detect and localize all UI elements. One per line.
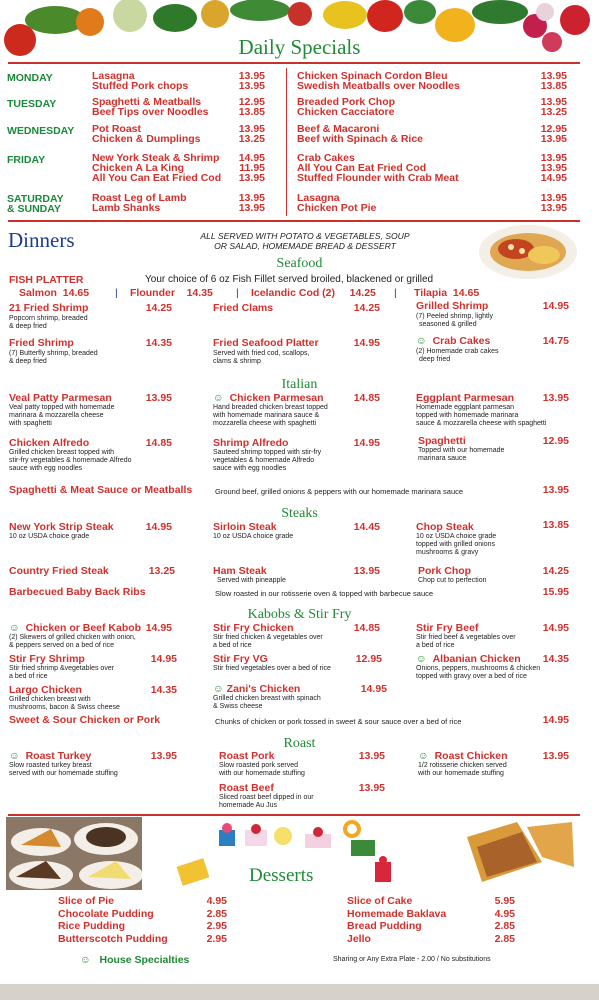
- item-description: (7) Peeled shrimp, lightly: [416, 313, 494, 320]
- item-description: Topped with our homemade: [418, 447, 505, 454]
- dish-name: Chicken Pot Pie: [297, 202, 377, 214]
- fish-option-price: 14.25: [349, 287, 376, 299]
- menu-item-chicken-beef-kabob: [9, 623, 141, 650]
- dessert-price: 2.95: [206, 932, 227, 945]
- item-description: sauce with egg noodles: [9, 465, 83, 472]
- item-name-text: Albanian Chicken: [432, 653, 521, 665]
- item-name-text: Zani's Chicken: [226, 683, 301, 695]
- section-title-italian: Italian: [281, 377, 318, 392]
- item-description: topped with homemade marinara: [416, 412, 519, 419]
- dish-name: Chicken A La King: [92, 162, 184, 174]
- menu-item-chicken-alfredo: [9, 438, 132, 473]
- item-price: 14.35: [542, 653, 569, 665]
- item-description: Hand breaded chicken breast topped: [213, 404, 328, 411]
- item-description: topped with gravy over a bed of rice: [416, 673, 527, 680]
- dish-name: Breaded Pork Chop: [297, 96, 396, 108]
- dessert-name: Chocolate Pudding: [58, 907, 154, 920]
- item-name: Fried Shrimp: [9, 337, 74, 349]
- menu-item-fried-shrimp: [9, 338, 98, 366]
- smiley-icon: ☺: [9, 622, 20, 634]
- dessert-name: Rice Pudding: [58, 920, 126, 932]
- dessert-name: Butterscotch Pudding: [58, 932, 168, 945]
- menu-item-ham-steak: [213, 566, 286, 585]
- day-name: FRIDAY: [7, 154, 46, 166]
- item-name: Sweet & Sour Chicken or Pork: [9, 714, 161, 726]
- item-price: 13.95: [542, 750, 569, 762]
- item-name: New York Strip Steak: [9, 521, 114, 533]
- item-name: Stir Fry Chicken: [213, 622, 294, 634]
- item-name: Chop Steak: [416, 521, 474, 533]
- smiley-icon: ☺: [416, 653, 427, 665]
- item-price: 14.35: [145, 337, 172, 349]
- menu-item-stir-fry-beef: [416, 623, 516, 650]
- section-title-kabobs: Kabobs & Stir Fry: [247, 607, 352, 622]
- sharing-note: Sharing or Any Extra Plate - 2.00 / No substitutions: [333, 956, 491, 963]
- dish-name: Pot Roast: [92, 123, 142, 135]
- item-name: 21 Fried Shrimp: [9, 302, 89, 314]
- item-description: Stir fried vegetables over a bed of rice: [213, 665, 331, 672]
- item-price: 14.95: [360, 683, 387, 695]
- dish-price: 13.95: [238, 192, 265, 204]
- dessert-price: 2.85: [494, 932, 515, 945]
- item-description: & deep fried: [9, 323, 47, 330]
- fish-option-price: 14.35: [186, 287, 213, 299]
- menu-item-chop-steak: [416, 522, 496, 557]
- item-name: Sirloin Steak: [213, 521, 277, 533]
- item-description: Slow roasted in our rotisserie oven & topped with barbecue sauce: [215, 589, 434, 598]
- item-description: & Swiss cheese: [213, 703, 263, 710]
- fish-option-price: 14.65: [452, 287, 480, 299]
- dish-name: Chicken Spinach Cordon Bleu: [297, 70, 448, 82]
- item-price: 14.45: [353, 521, 380, 533]
- dish-price: 13.95: [540, 202, 567, 214]
- item-description: Served with fried cod, scallops,: [213, 350, 310, 357]
- dish-name: Crab Cakes: [297, 152, 355, 164]
- day-name: SATURDAY: [7, 193, 64, 205]
- item-price: 14.95: [353, 437, 380, 449]
- dish-price: 14.95: [540, 172, 567, 184]
- item-description: clams & shrimp: [213, 358, 261, 365]
- dish-price: 13.95: [238, 80, 265, 92]
- item-description: Grilled chicken breast topped with: [9, 449, 115, 456]
- item-description: with our homemade stuffing: [219, 770, 305, 777]
- dish-price: 14.95: [238, 152, 265, 164]
- menu-item-roast-pork: [219, 751, 305, 778]
- item-description: Popcorn shrimp, breaded: [9, 315, 88, 322]
- fish-option-name: Salmon: [19, 287, 57, 299]
- item-description: deep fried: [419, 356, 451, 363]
- item-price: 13.85: [542, 519, 569, 531]
- item-name: Spaghetti & Meat Sauce or Meatballs: [9, 484, 193, 496]
- item-price: 14.85: [145, 437, 172, 449]
- dinners-title: Dinners: [8, 228, 75, 252]
- item-description: Onions, peppers, mushrooms & chicken: [416, 665, 541, 672]
- fish-option-name: Icelandic Cod (2): [251, 287, 336, 299]
- item-price: 12.95: [542, 435, 569, 447]
- item-description: homemade Au Jus: [219, 802, 277, 809]
- item-description: mushrooms, bacon & Swiss cheese: [9, 704, 120, 711]
- dessert-price: 4.95: [206, 895, 227, 907]
- section-title-steaks: Steaks: [281, 506, 318, 521]
- item-description: Sliced roast beef dipped in our: [219, 794, 314, 801]
- item-price: 15.95: [542, 586, 569, 598]
- item-description: Grilled chicken breast with: [9, 696, 91, 703]
- menu-item-bbq-ribs: [9, 587, 146, 598]
- divider: |: [115, 287, 118, 299]
- item-price: 14.95: [145, 622, 172, 634]
- item-description: mushrooms & gravy: [416, 549, 479, 556]
- item-description: Ground beef, grilled onions & peppers with our homemade marinara sauce: [215, 487, 464, 496]
- item-name: Fried Clams: [213, 302, 274, 314]
- item-price: 14.25: [542, 565, 569, 577]
- item-description: (7) Butterfly shrimp, breaded: [9, 350, 98, 357]
- item-description: (2) Skewers of grilled chicken with onion,: [9, 634, 136, 641]
- divider: [8, 62, 580, 64]
- dish-name: Spaghetti & Meatballs: [92, 96, 202, 108]
- served-line: OR SALAD, HOMEMADE BREAD & DESSERT: [214, 241, 396, 251]
- item-description: with homemade marinara sauce &: [213, 412, 320, 419]
- dish-name: Stuffed Flounder with Crab Meat: [297, 172, 459, 184]
- item-name: [213, 684, 321, 695]
- menu-item-spaghetti-meat-sauce: [9, 485, 192, 496]
- menu-item-spaghetti: [418, 436, 504, 463]
- fish-option-name: Tilapia: [414, 287, 448, 299]
- fish-option: [130, 287, 213, 299]
- baklava-photo: [462, 817, 576, 890]
- item-description: Chop cut to perfection: [418, 577, 487, 584]
- item-name: [213, 393, 328, 404]
- item-description: seasoned & grilled: [419, 321, 477, 328]
- item-description: 1/2 rotisserie chicken served: [418, 762, 507, 769]
- dish-price: 13.95: [540, 96, 567, 108]
- dish-price: 13.95: [540, 70, 567, 82]
- item-price: 14.95: [150, 653, 177, 665]
- item-price: 13.95: [353, 565, 380, 577]
- fish-option-name: Flounder: [130, 287, 175, 299]
- item-name-text: Roast Chicken: [434, 750, 508, 762]
- dish-price: 13.85: [540, 80, 567, 92]
- item-description: Served with pineapple: [217, 577, 286, 584]
- menu-item-roast-turkey: [9, 751, 118, 778]
- item-description: Stir fried chicken & vegetables over: [213, 634, 323, 641]
- item-name: Grilled Shrimp: [416, 300, 489, 312]
- fish-option: [19, 287, 89, 299]
- item-description: Slow roasted pork served: [219, 762, 298, 769]
- menu-item-sirloin-steak: [213, 522, 293, 541]
- section-title-desserts: Desserts: [249, 865, 314, 886]
- dish-name: New York Steak & Shrimp: [92, 152, 220, 164]
- dish-price: 12.95: [540, 123, 567, 135]
- dish-name: Chicken Cacciatore: [297, 106, 395, 118]
- day-name: TUESDAY: [7, 98, 57, 110]
- fish-option-price: 14.65: [62, 287, 90, 299]
- item-description: 10 oz USDA choice grade: [213, 533, 294, 540]
- item-description: 10 oz USDA choice grade: [416, 533, 497, 540]
- dish-name: Chicken & Dumplings: [92, 133, 201, 145]
- dish-price: 13.85: [238, 106, 265, 118]
- item-name: [416, 336, 498, 347]
- item-price: 14.85: [353, 622, 380, 634]
- fish-option: [251, 287, 376, 299]
- item-name: [9, 751, 118, 762]
- smiley-icon: ☺: [80, 954, 91, 966]
- menu-item-largo-chicken: [9, 685, 120, 712]
- item-description: 10 oz USDA choice grade: [9, 533, 90, 540]
- item-description: topped with grilled onions: [416, 541, 495, 548]
- item-price: 14.25: [145, 302, 172, 314]
- dessert-name: Slice of Pie: [58, 895, 115, 907]
- item-name: Country Fried Steak: [9, 565, 109, 577]
- item-description: Slow roasted turkey breast: [9, 762, 92, 769]
- served-with-note: [160, 231, 450, 251]
- dish-price: 13.95: [540, 133, 567, 145]
- dish-name: Beef with Spinach & Rice: [297, 133, 424, 145]
- item-price: 14.95: [542, 622, 569, 634]
- item-description: Veal patty topped with homemade: [9, 404, 115, 411]
- dish-name: Beef Tips over Noodles: [92, 106, 209, 118]
- day-name: WEDNESDAY: [7, 125, 75, 137]
- dessert-name: Homemade Baklava: [347, 907, 447, 920]
- item-description: & peppers served on a bed of rice: [9, 642, 115, 649]
- item-name: Roast Beef: [219, 782, 274, 794]
- divider: |: [236, 287, 239, 299]
- item-name-text: Chicken or Beef Kabob: [25, 622, 142, 634]
- item-description: sauce with egg noodles: [213, 465, 287, 472]
- divider: |: [394, 287, 397, 299]
- dessert-name: Bread Pudding: [347, 920, 422, 932]
- item-name: Shrimp Alfredo: [213, 437, 289, 449]
- menu-item-21-fried-shrimp: [9, 303, 88, 331]
- item-price: 13.95: [542, 484, 569, 496]
- smiley-icon: ☺: [213, 392, 224, 404]
- item-price: 13.95: [358, 782, 385, 794]
- item-description: sauce & mozzarella cheese with spaghetti: [416, 420, 547, 427]
- day-name: & SUNDAY: [7, 203, 61, 215]
- section-title-roast: Roast: [283, 736, 316, 751]
- day-name: MONDAY: [7, 72, 53, 84]
- dish-price: 13.95: [540, 152, 567, 164]
- item-description: a bed of rice: [9, 673, 48, 680]
- dessert-name: Jello: [347, 932, 371, 945]
- menu-item-shrimp-alfredo: [213, 438, 321, 473]
- menu-item-grilled-shrimp: [416, 301, 493, 329]
- item-name: Largo Chicken: [9, 684, 82, 696]
- item-description: served with our homemade stuffing: [9, 770, 118, 777]
- menu-item-sweet-sour: [9, 715, 160, 726]
- item-name: Stir Fry VG: [213, 653, 268, 665]
- item-name-text: Roast Turkey: [25, 750, 92, 762]
- item-description: marinara sauce: [418, 455, 467, 462]
- item-name: Roast Pork: [219, 750, 275, 762]
- item-price: 14.95: [353, 337, 380, 349]
- item-description: a bed of rice: [416, 642, 455, 649]
- menu-item-country-fried-steak: [9, 566, 109, 577]
- item-price: 14.75: [542, 335, 569, 347]
- menu-item-crab-cakes: [416, 336, 498, 364]
- pies-photo: [6, 817, 142, 890]
- item-name: Barbecued Baby Back Ribs: [9, 586, 146, 598]
- dish-price: 13.95: [238, 202, 265, 214]
- dish-name: Swedish Meatballs over Noodles: [297, 80, 460, 92]
- smiley-icon: ☺: [213, 683, 224, 695]
- item-price: 14.95: [542, 714, 569, 726]
- divider: [8, 814, 580, 816]
- menu-item-roast-chicken: [418, 751, 508, 778]
- dish-price: 13.95: [540, 162, 567, 174]
- dish-price: 13.95: [238, 172, 265, 184]
- dessert-name: Slice of Cake: [347, 895, 413, 907]
- item-price: 13.25: [148, 565, 175, 577]
- item-description: vegetables & homemade Alfredo: [213, 457, 315, 464]
- menu-item-fried-seafood-platter: [213, 338, 319, 366]
- dish-name: Lasagna: [297, 192, 340, 204]
- divider: [286, 68, 287, 216]
- menu-item-fried-clams: [213, 303, 273, 314]
- item-name: Stir Fry Shrimp: [9, 653, 85, 665]
- item-description: (2) Homemade crab cakes: [416, 348, 499, 355]
- dish-price: 13.95: [238, 70, 265, 82]
- item-description: Homemade eggplant parmesan: [416, 404, 515, 411]
- menu-item-roast-beef: [219, 783, 314, 810]
- item-name: [416, 654, 540, 665]
- item-name: Ham Steak: [213, 565, 267, 577]
- menu-item-albanian-chicken: [416, 654, 540, 681]
- dish-name: Lamb Shanks: [92, 202, 161, 214]
- menu-item-stir-fry-vg: [213, 654, 331, 673]
- item-price: 14.35: [150, 684, 177, 696]
- item-name: Eggplant Parmesan: [416, 392, 515, 404]
- smiley-icon: ☺: [416, 335, 427, 347]
- item-name: [9, 623, 141, 634]
- item-price: 13.95: [150, 750, 177, 762]
- item-description: with our homemade stuffing: [418, 770, 504, 777]
- item-price: 13.95: [542, 392, 569, 404]
- menu-item-veal-patty-parmesan: [9, 393, 114, 428]
- item-price: 12.95: [355, 653, 382, 665]
- smiley-icon: ☺: [9, 750, 20, 762]
- dish-price: 13.25: [540, 106, 567, 118]
- served-line: ALL SERVED WITH POTATO & VEGETABLES, SOUP: [200, 231, 410, 241]
- legend-label: House Specialties: [99, 954, 190, 966]
- dish-name: Lasagna: [92, 70, 135, 82]
- dish-name: Beef & Macaroni: [297, 123, 380, 135]
- house-specialties-legend: [80, 954, 189, 966]
- item-price: 14.25: [353, 302, 380, 314]
- item-name: Stir Fry Beef: [416, 622, 479, 634]
- item-description: mozzarella cheese with spaghetti: [213, 420, 317, 427]
- item-description: & deep fried: [9, 358, 47, 365]
- item-description: marinara & mozzarella cheese: [9, 412, 104, 419]
- item-description: with spaghetti: [9, 420, 52, 427]
- dessert-price: 2.85: [206, 907, 227, 920]
- item-price: 14.95: [542, 300, 569, 312]
- dish-name: Roast Leg of Lamb: [92, 192, 187, 204]
- menu-item-pork-chop: [418, 566, 487, 585]
- item-price: 13.95: [358, 750, 385, 762]
- daily-specials-title: Daily Specials: [238, 35, 361, 59]
- item-description: Chunks of chicken or pork tossed in sweet & sour sauce over a bed of rice: [215, 717, 462, 726]
- dish-name: All You Can Eat Fried Cod: [297, 162, 427, 174]
- item-name-text: Crab Cakes: [432, 335, 491, 347]
- item-price: 14.95: [145, 521, 172, 533]
- item-name-text: Chicken Parmesan: [229, 392, 324, 404]
- dessert-price: 2.85: [494, 920, 515, 932]
- menu-item-stir-fry-shrimp: [9, 654, 114, 681]
- item-price: 14.85: [353, 392, 380, 404]
- item-name: Spaghetti: [418, 435, 466, 447]
- fish-platter-title: FISH PLATTER: [9, 274, 84, 286]
- dish-price: 13.95: [540, 192, 567, 204]
- dish-name: All You Can Eat Fried Cod: [92, 172, 222, 184]
- item-name: Chicken Alfredo: [9, 437, 90, 449]
- item-description: Stir fried beef & vegetables over: [416, 634, 516, 641]
- item-description: Grilled chicken breast with spinach: [213, 695, 321, 702]
- item-name: Veal Patty Parmesan: [9, 392, 112, 404]
- dish-price: 13.95: [238, 123, 265, 135]
- item-description: Sauteed shrimp topped with stir-fry: [213, 449, 322, 456]
- menu-item-chicken-parmesan: [213, 393, 328, 428]
- dish-price: 12.95: [238, 96, 265, 108]
- section-title-seafood: Seafood: [276, 256, 323, 271]
- smiley-icon: ☺: [418, 750, 429, 762]
- item-description: a bed of rice: [213, 642, 252, 649]
- menu-item-new-york-strip: [9, 522, 114, 541]
- dish-price: 11.95: [239, 162, 265, 174]
- item-name: [418, 751, 508, 762]
- item-description: Stir fried shrimp &vegetables over: [9, 665, 115, 672]
- dessert-price: 4.95: [494, 907, 515, 920]
- dish-price: 13.25: [238, 133, 265, 145]
- item-price: 13.95: [145, 392, 172, 404]
- dish-name: Stuffed Pork chops: [92, 80, 189, 92]
- item-name: Pork Chop: [418, 565, 472, 577]
- menu-item-zanis-chicken: [213, 684, 321, 711]
- dessert-price: 2.95: [206, 920, 227, 932]
- item-description: stir-fry vegetables & homemade Alfredo: [9, 457, 132, 464]
- dessert-price: 5.95: [494, 895, 515, 907]
- item-name: Fried Seafood Platter: [213, 337, 319, 349]
- fish-platter-description: Your choice of 6 oz Fish Fillet served broiled, blackened or grilled: [145, 274, 434, 285]
- menu-item-stir-fry-chicken: [213, 623, 323, 650]
- fish-option: [414, 287, 479, 299]
